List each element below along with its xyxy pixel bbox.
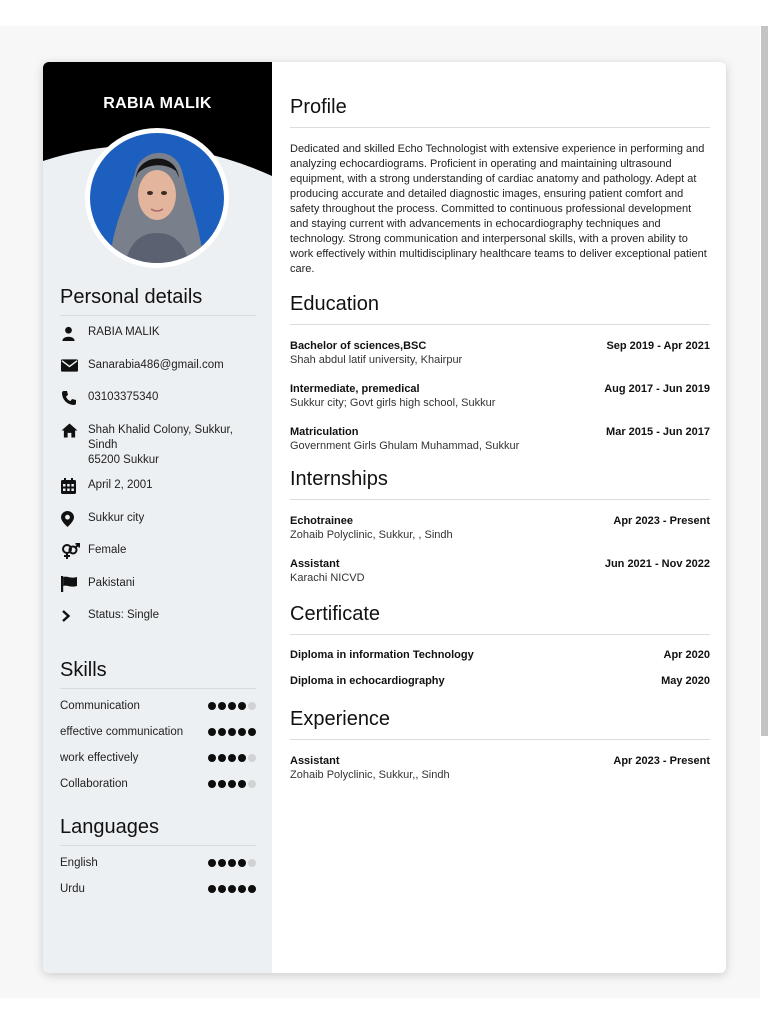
scrollbar[interactable] <box>761 26 768 736</box>
rating-dot <box>248 885 256 893</box>
education-entry <box>290 339 710 368</box>
skill-row <box>60 745 256 771</box>
rating-dot <box>228 859 236 867</box>
personal-detail-row <box>60 358 256 380</box>
internships-entry <box>290 514 710 543</box>
flag-icon <box>60 576 88 592</box>
personal-detail-line: 03103375340 <box>88 391 159 403</box>
personal-detail-line: Sukkur city <box>88 511 145 524</box>
rating-dots <box>208 728 256 736</box>
entry-subtitle: Government Girls Ghulam Muhammad, Sukkur <box>290 440 520 452</box>
experience-list <box>290 754 710 783</box>
personal-detail-row <box>60 390 256 412</box>
certificate-title: Diploma in echocardiography <box>290 675 445 687</box>
language-row <box>60 876 256 902</box>
gender-icon <box>60 543 88 559</box>
rating-dot <box>238 780 246 788</box>
personal-detail-row <box>60 325 256 347</box>
education-entry <box>290 382 710 411</box>
language-label: English <box>60 857 98 869</box>
education-title: Education <box>290 293 710 325</box>
envelope-icon <box>60 358 88 374</box>
profile-section <box>290 96 710 277</box>
rating-dot <box>228 885 236 893</box>
education-entry <box>290 425 710 454</box>
skill-label: Communication <box>60 700 140 712</box>
entry-subtitle: Zohaib Polyclinic, Sukkur,, Sindh <box>290 769 450 781</box>
rating-dot <box>248 859 256 867</box>
certificate-row <box>290 649 710 661</box>
personal-detail-text <box>88 358 256 373</box>
certificate-title: Diploma in information Technology <box>290 649 474 661</box>
entry-date: Aug 2017 - Jun 2019 <box>604 383 710 395</box>
rating-dot <box>218 754 226 762</box>
language-label: Urdu <box>60 883 85 895</box>
personal-detail-line: Sanarabia486@gmail.com <box>88 358 224 371</box>
personal-detail-line: Status: Single <box>88 609 159 621</box>
internships-entry <box>290 557 710 586</box>
personal-detail-text <box>88 325 256 340</box>
personal-detail-line: April 2, 2001 <box>88 479 153 491</box>
entry-date: Mar 2015 - Jun 2017 <box>606 426 710 438</box>
entry-subtitle: Zohaib Polyclinic, Sukkur, , Sindh <box>290 529 453 541</box>
personal-detail-line: Female <box>88 544 127 556</box>
rating-dot <box>218 859 226 867</box>
personal-detail-text <box>88 511 256 526</box>
personal-details-list <box>60 325 256 630</box>
entry-header <box>290 382 710 396</box>
certificate-list <box>290 649 710 687</box>
entry-date: Sep 2019 - Apr 2021 <box>606 340 710 352</box>
rating-dots <box>208 754 256 762</box>
rating-dot <box>208 728 216 736</box>
personal-detail-row <box>60 511 256 533</box>
personal-detail-line: Pakistani <box>88 576 135 589</box>
entry-title: Intermediate, premedical <box>290 383 420 395</box>
person-icon <box>60 325 88 341</box>
skill-label: work effectively <box>60 752 139 764</box>
rating-dot <box>218 885 226 893</box>
certificate-section <box>290 603 710 687</box>
languages-title: Languages <box>60 816 256 846</box>
sidebar <box>43 62 272 973</box>
personal-details-section <box>60 286 256 641</box>
entry-title: Assistant <box>290 755 340 767</box>
skill-row <box>60 693 256 719</box>
rating-dot <box>238 754 246 762</box>
personal-detail-row <box>60 608 256 630</box>
skills-list <box>60 693 256 797</box>
rating-dot <box>218 728 226 736</box>
entry-header <box>290 425 710 439</box>
home-icon <box>60 423 88 439</box>
rating-dot <box>238 728 246 736</box>
entry-title: Matriculation <box>290 426 359 438</box>
entry-subtitle: Sukkur city; Govt girls high school, Sukkur <box>290 397 496 409</box>
rating-dot <box>218 780 226 788</box>
certificate-date: May 2020 <box>661 675 710 687</box>
rating-dots <box>208 859 256 867</box>
certificate-date: Apr 2020 <box>663 649 710 661</box>
candidate-name: RABIA MALIK <box>103 95 212 112</box>
personal-detail-text <box>88 608 256 623</box>
rating-dots <box>208 885 256 893</box>
internships-title: Internships <box>290 468 710 500</box>
location-pin-icon <box>60 511 88 527</box>
entry-date: Jun 2021 - Nov 2022 <box>604 558 710 570</box>
internships-section <box>290 468 710 586</box>
entry-subtitle: Karachi NICVD <box>290 572 365 584</box>
entry-title: Assistant <box>290 558 340 570</box>
rating-dot <box>218 702 226 710</box>
rating-dot <box>208 702 216 710</box>
skill-label: effective communication <box>60 726 184 738</box>
skill-label: Collaboration <box>60 778 128 790</box>
rating-dot <box>248 780 256 788</box>
education-section <box>290 293 710 454</box>
rating-dot <box>228 728 236 736</box>
rating-dot <box>248 728 256 736</box>
language-row <box>60 850 256 876</box>
certificate-row <box>290 675 710 687</box>
personal-details-title: Personal details <box>60 286 256 316</box>
entry-subtitle: Shah abdul latif university, Khairpur <box>290 354 463 366</box>
rating-dot <box>208 754 216 762</box>
resume-card <box>43 62 726 973</box>
skills-title: Skills <box>60 659 256 689</box>
rating-dot <box>228 702 236 710</box>
rating-dot <box>208 885 216 893</box>
rating-dot <box>238 702 246 710</box>
internships-list <box>290 514 710 586</box>
rating-dot <box>238 885 246 893</box>
experience-section <box>290 708 710 783</box>
rating-dot <box>238 859 246 867</box>
education-list <box>290 339 710 454</box>
entry-date: Apr 2023 - Present <box>613 755 710 767</box>
rating-dots <box>208 780 256 788</box>
personal-detail-line: Sindh <box>88 438 118 451</box>
entry-title: Echotrainee <box>290 515 353 527</box>
skill-row <box>60 771 256 797</box>
entry-header <box>290 557 710 571</box>
calendar-icon <box>60 478 88 494</box>
entry-header <box>290 754 710 768</box>
rating-dot <box>228 754 236 762</box>
entry-title: Bachelor of sciences,BSC <box>290 340 427 352</box>
personal-detail-text <box>88 576 256 591</box>
entry-header <box>290 514 710 528</box>
entry-date: Apr 2023 - Present <box>613 515 710 527</box>
personal-detail-line: RABIA MALIK <box>88 326 160 338</box>
personal-detail-text <box>88 543 256 558</box>
personal-detail-row <box>60 576 256 598</box>
languages-section <box>60 816 256 902</box>
rating-dot <box>248 702 256 710</box>
skill-row <box>60 719 256 745</box>
rating-dot <box>248 754 256 762</box>
phone-icon <box>60 390 88 406</box>
rating-dot <box>228 780 236 788</box>
profile-title: Profile <box>290 96 710 128</box>
rating-dots <box>208 702 256 710</box>
personal-detail-text <box>88 390 256 405</box>
languages-list <box>60 850 256 902</box>
chevron-right-icon <box>60 608 88 624</box>
skills-section <box>60 659 256 797</box>
personal-detail-line: Shah Khalid Colony, Sukkur, <box>88 423 233 436</box>
rating-dot <box>208 859 216 867</box>
personal-detail-row <box>60 543 256 565</box>
personal-detail-line: 65200 Sukkur <box>88 453 159 466</box>
entry-header <box>290 339 710 353</box>
personal-detail-text <box>88 478 256 493</box>
experience-entry <box>290 754 710 783</box>
certificate-title: Certificate <box>290 603 710 635</box>
profile-photo <box>85 128 229 268</box>
rating-dot <box>208 780 216 788</box>
personal-detail-row <box>60 423 256 468</box>
personal-detail-row <box>60 478 256 500</box>
experience-title: Experience <box>290 708 710 740</box>
personal-detail-text <box>88 423 256 468</box>
profile-text: Dedicated and skilled Echo Technologist with extensive experience in performing and analyzing echocardiograms. Proficient in operating and maintaining ultrasound equipment, with a strong understanding of cardiac anatomy and pathology. Adept at producing accurate and detailed diagnostic images, ensuring patient comfort and safety throughout the process. Committed to continuous professional development and staying current with advancements in echocardiography techniques and technology. Strong communication and interpersonal skills, with a proven ability to work effectively within multidisciplinary healthcare teams to deliver exceptional patient care. <box>290 143 707 275</box>
